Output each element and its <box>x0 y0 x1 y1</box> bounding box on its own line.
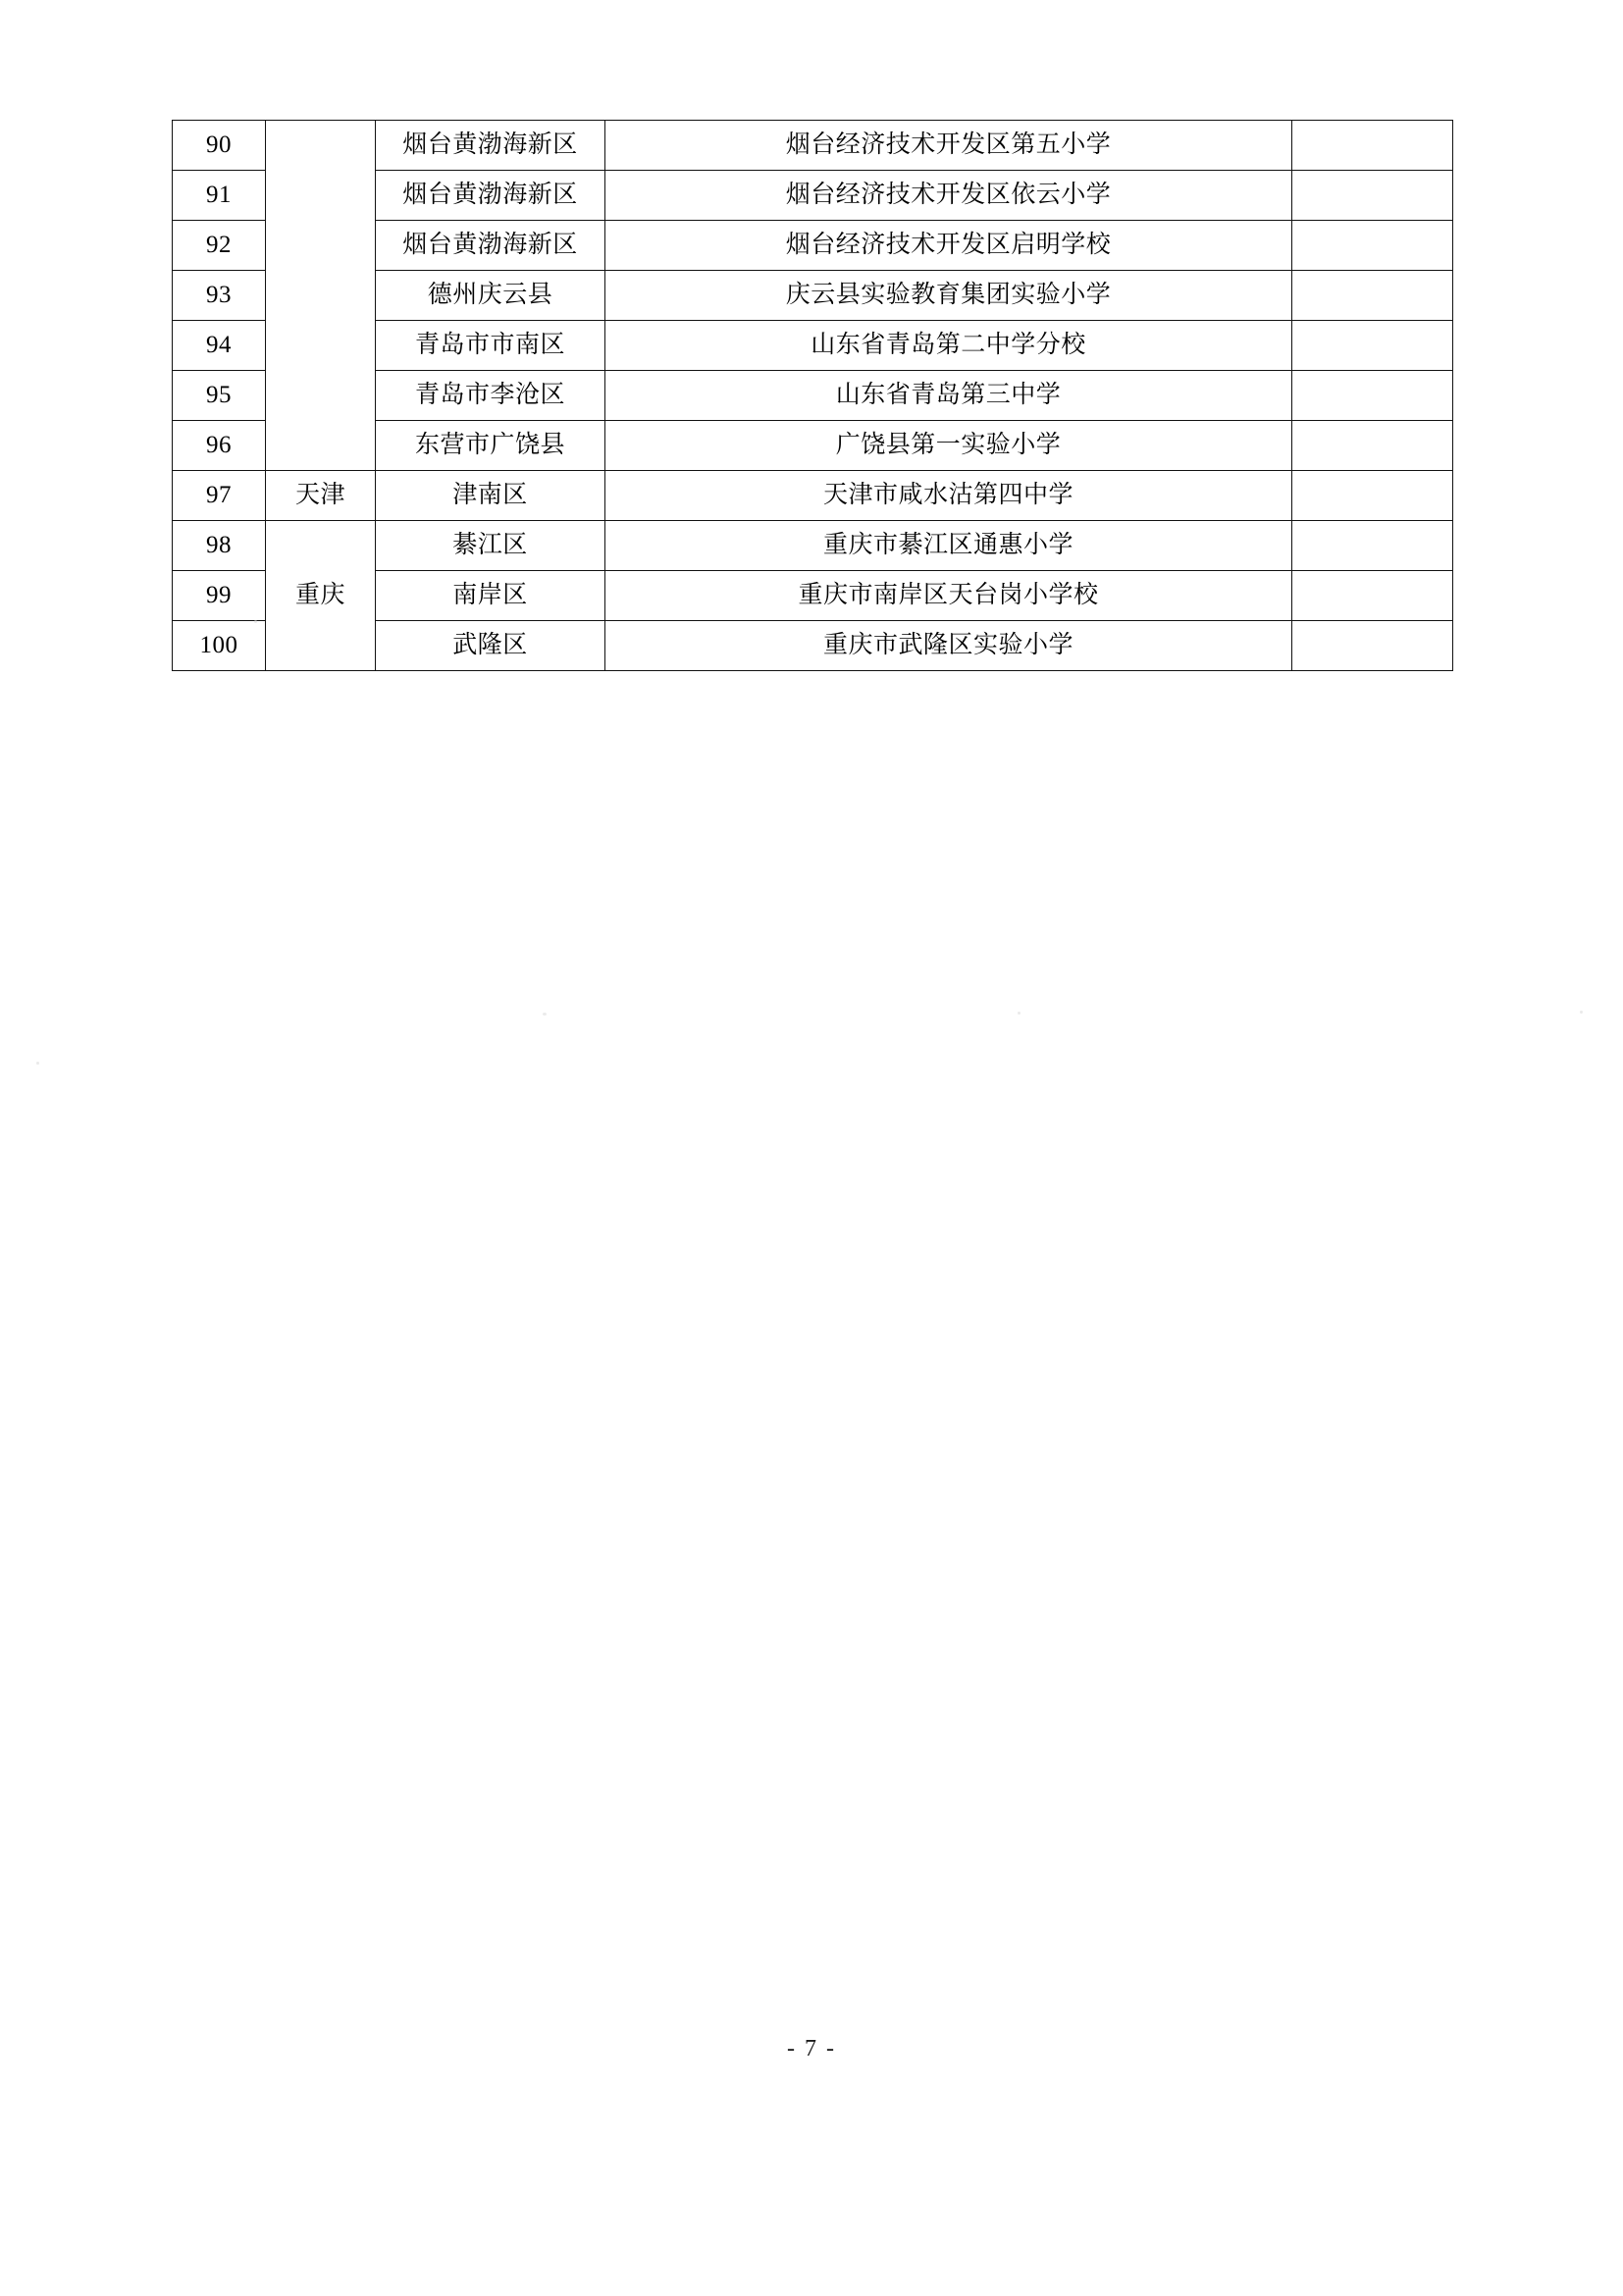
table-row <box>173 121 1453 171</box>
row-note <box>1292 321 1453 371</box>
scan-speckle <box>1580 1011 1583 1014</box>
row-index: 95 <box>173 371 266 421</box>
row-index: 96 <box>173 421 266 471</box>
row-note <box>1292 521 1453 571</box>
school-list-table <box>172 120 1453 671</box>
row-school: 广饶县第一实验小学 <box>605 421 1292 471</box>
row-note <box>1292 121 1453 171</box>
row-area: 青岛市市南区 <box>376 321 605 371</box>
row-province-chongqing: 重庆 <box>266 521 376 671</box>
row-index: 98 <box>173 521 266 571</box>
row-area: 烟台黄渤海新区 <box>376 221 605 271</box>
row-area: 南岸区 <box>376 571 605 621</box>
row-index: 94 <box>173 321 266 371</box>
row-school: 烟台经济技术开发区依云小学 <box>605 171 1292 221</box>
scan-speckle <box>1018 1012 1021 1015</box>
row-province-shandong <box>266 121 376 471</box>
row-area: 武隆区 <box>376 621 605 671</box>
row-note <box>1292 221 1453 271</box>
row-area: 烟台黄渤海新区 <box>376 171 605 221</box>
scan-speckle <box>36 1062 39 1065</box>
row-school: 庆云县实验教育集团实验小学 <box>605 271 1292 321</box>
row-note <box>1292 371 1453 421</box>
scan-speckle <box>543 1013 547 1016</box>
row-note <box>1292 421 1453 471</box>
scan-speckle <box>254 620 257 623</box>
row-area: 綦江区 <box>376 521 605 571</box>
table-row <box>173 471 1453 521</box>
row-area: 烟台黄渤海新区 <box>376 121 605 171</box>
row-school: 天津市咸水沽第四中学 <box>605 471 1292 521</box>
row-school: 山东省青岛第三中学 <box>605 371 1292 421</box>
row-school: 山东省青岛第二中学分校 <box>605 321 1292 371</box>
row-index: 99 <box>173 571 266 621</box>
row-area: 津南区 <box>376 471 605 521</box>
row-index: 91 <box>173 171 266 221</box>
row-note <box>1292 621 1453 671</box>
row-school: 重庆市南岸区天台岗小学校 <box>605 571 1292 621</box>
row-school: 重庆市綦江区通惠小学 <box>605 521 1292 571</box>
row-note <box>1292 171 1453 221</box>
row-note <box>1292 271 1453 321</box>
row-area: 东营市广饶县 <box>376 421 605 471</box>
table-row <box>173 521 1453 571</box>
row-index: 92 <box>173 221 266 271</box>
row-school: 烟台经济技术开发区第五小学 <box>605 121 1292 171</box>
row-index: 100 <box>173 621 266 671</box>
row-area: 青岛市李沧区 <box>376 371 605 421</box>
row-index: 97 <box>173 471 266 521</box>
row-school: 烟台经济技术开发区启明学校 <box>605 221 1292 271</box>
row-area: 德州庆云县 <box>376 271 605 321</box>
row-school: 重庆市武隆区实验小学 <box>605 621 1292 671</box>
row-note <box>1292 571 1453 621</box>
row-province-tianjin: 天津 <box>266 471 376 521</box>
row-note <box>1292 471 1453 521</box>
row-index: 90 <box>173 121 266 171</box>
row-index: 93 <box>173 271 266 321</box>
page-number: - 7 - <box>787 2036 836 2061</box>
